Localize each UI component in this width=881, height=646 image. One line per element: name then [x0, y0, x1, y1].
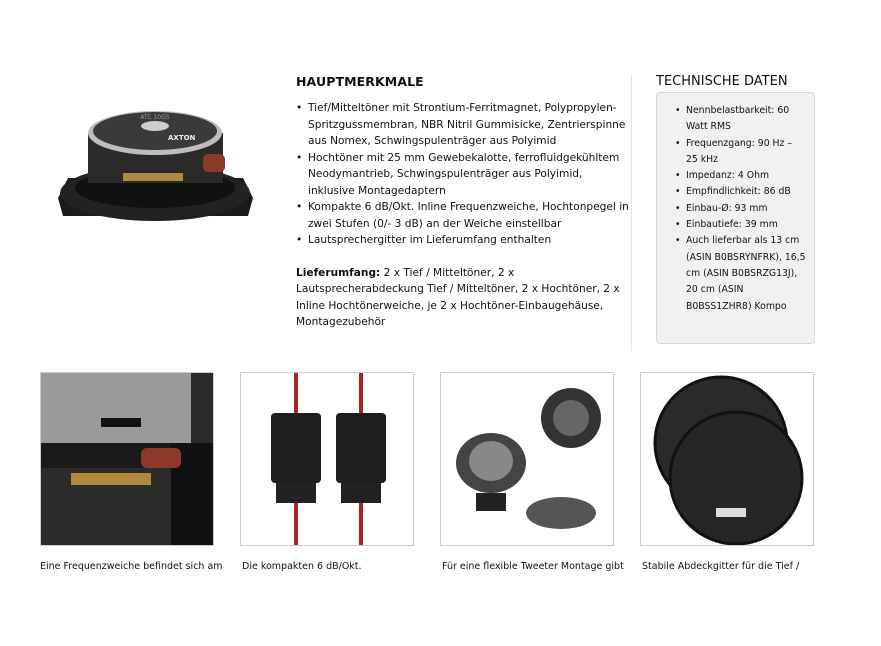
- scope-of-delivery: [296, 265, 631, 331]
- gallery-image-crossover-on-woofer[interactable]: [40, 372, 214, 546]
- tech-specs-box: [656, 92, 815, 344]
- brand-logo: AXTON: [168, 134, 196, 142]
- spec-item: • Frequenzgang: 90 Hz – 25 kHz: [673, 136, 806, 169]
- section-divider: [631, 75, 632, 351]
- spec-item: • Nennbelastbarkeit: 60 Watt RMS: [673, 103, 806, 136]
- gallery-image-grilles[interactable]: [640, 372, 814, 546]
- gallery-image-crossovers[interactable]: [240, 372, 414, 546]
- gallery-caption: Eine Frequenzweiche befindet sich am: [40, 561, 223, 572]
- features-title: HAUPTMERKMALE: [296, 74, 424, 89]
- feature-item: • Hochtöner mit 25 mm Gewebekalotte, ferrofluidgekühltem Neodymantrieb, Schwingspulenträger aus Polyimid, inklusive Montagedaptern: [296, 150, 631, 200]
- spec-item: • Einbautiefe: 39 mm: [673, 217, 806, 233]
- spec-item: • Empfindlichkeit: 86 dB: [673, 184, 806, 200]
- product-main-image[interactable]: [48, 88, 263, 236]
- tech-title: TECHNISCHE DATEN: [656, 74, 788, 89]
- spec-item: • Impedanz: 4 Ohm: [673, 168, 806, 184]
- gallery-caption: Die kompakten 6 dB/Okt.: [242, 561, 362, 572]
- gallery-caption: Stabile Abdeckgitter für die Tief /: [642, 561, 800, 572]
- spec-item: • Einbau-Ø: 93 mm: [673, 201, 806, 217]
- scope-text: 2 x Tief / Mitteltöner, 2 x Lautsprecherabdeckung Tief / Mitteltöner, 2 x Hochtöner, 2 x Inline Hochtönerweiche, je 2 x Hochtöner-Einbaugehäuse, Montagezubehör: [296, 266, 620, 328]
- feature-item: • Tief/Mitteltöner mit Strontium-Ferritmagnet, Polypropylen-Spritzgussmembran, NBR Nitril Gummisicke, Zentrierspinne aus Nomex, Schwingspulenträger aus Polyimid: [296, 100, 631, 150]
- features-section: [296, 74, 631, 331]
- gallery-caption: Für eine flexible Tweeter Montage gibt: [442, 561, 624, 572]
- gallery-image-tweeters[interactable]: [440, 372, 614, 546]
- features-list: [296, 100, 631, 249]
- model-label: ATC 10G5: [140, 114, 170, 121]
- feature-item: • Lautsprechergitter im Lieferumfang enthalten: [296, 232, 631, 249]
- feature-item: • Kompakte 6 dB/Okt. Inline Frequenzweiche, Hochtonpegel in zwei Stufen (0/- 3 dB) an der Weiche einstellbar: [296, 199, 631, 232]
- spec-item: • Auch lieferbar als 13 cm (ASIN B0BSRYNFRK), 16,5 cm (ASIN B0BSRZG13J), 20 cm (ASIN B0BSS1ZHR8) Kompo: [673, 233, 806, 314]
- scope-label: Lieferumfang:: [296, 266, 381, 279]
